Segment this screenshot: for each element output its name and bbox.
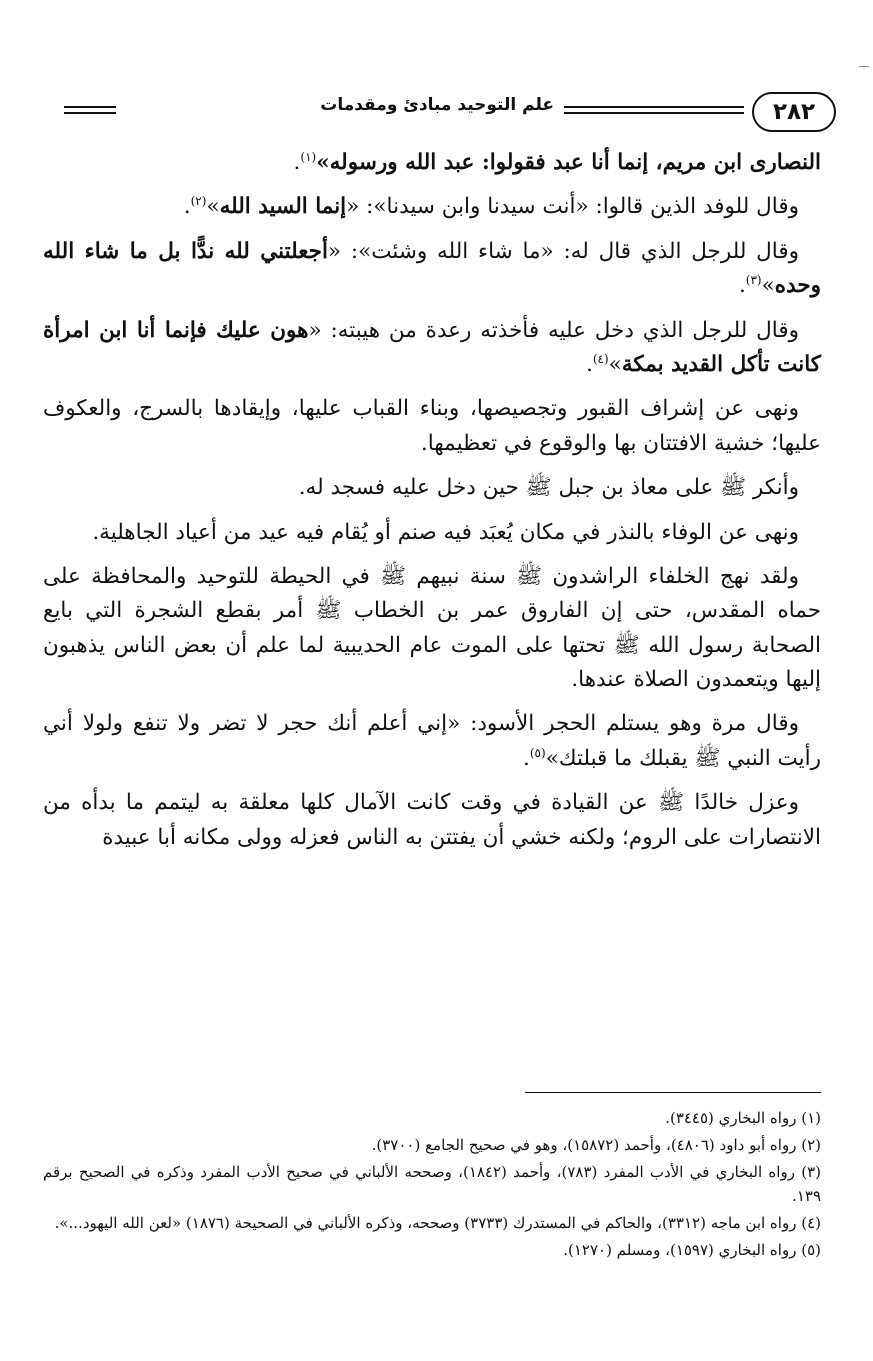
margin-mark — [859, 66, 869, 67]
body-paragraph: النصارى ابن مريم، إنما أنا عبد فقولوا: عبد الله ورسوله»$^{(١)}$. — [293, 149, 821, 175]
footnote-text: رواه البخاري (١٥٩٧)، ومسلم (١٢٧٠). — [563, 1240, 802, 1259]
header-rule-right — [564, 106, 744, 114]
footnote — [43, 1133, 821, 1158]
body-paragraph: وقال مرة وهو يستلم الحجر الأسود: «إني أعلم أنك حجر لا تضر ولا تنفع ولولا أني رأيت النبي ﷺ يقبلك ما قبلتك»$^{(٥)}$. — [43, 711, 821, 771]
footnote-text: رواه البخاري (٣٤٤٥). — [665, 1109, 802, 1127]
body-paragraph: ونهى عن إشراف القبور وتجصيصها، وبناء القباب عليها، وإيقادها بالسرج، والعكوف عليها؛ خشية الافتتان بها والوقوع في تعظيمها. — [43, 396, 821, 456]
footnote — [43, 1160, 821, 1210]
body-paragraph: ونهى عن الوفاء بالنذر في مكان يُعبَد فيه صنم أو يُقام فيه عيد من أعياد الجاهلية. — [92, 519, 799, 545]
body-paragraph: وعزل خالدًا ﷺ عن القيادة في وقت كانت الآمال كلها معلقة به ليتمم ما بدأه من الانتصارات على الروم؛ ولكنه خشي أن يفتتن به الناس فعزله وولى مكانه أبا عبيدة — [43, 790, 821, 850]
header-rule-left — [64, 106, 116, 114]
footnote-number: (٢) — [801, 1135, 821, 1154]
footnote-number: (٤) — [801, 1214, 821, 1232]
header-title: علم التوحيد مبادئ ومقدمات — [320, 95, 554, 115]
footnotes — [43, 1106, 821, 1265]
footnote-text: رواه ابن ماجه (٣٣١٢)، والحاكم في المستدرك (٣٧٣٣) وصححه، وذكره الألباني في الصحيحة (١٨٧٦) «لعن الله اليهود...». — [54, 1214, 802, 1232]
footnote-text: رواه البخاري في الأدب المفرد (٧٨٣)، وأحمد (١٨٤٢)، وصححه الألباني في صحيح الأدب المفرد وذكره في الصحيح برقم ١٣٩. — [43, 1162, 821, 1206]
footnote — [43, 1238, 821, 1263]
body-paragraph: وقال للرجل الذي دخل عليه فأخذته رعدة من هيبته: «هون عليك فإنما أنا ابن امرأة كانت تأكل القديد بمكة»$^{(٤)}$. — [43, 317, 821, 377]
running-header — [50, 92, 836, 138]
footnote-separator — [525, 1092, 821, 1093]
page-number: ٢٨٢ — [772, 99, 816, 125]
footnote — [43, 1211, 821, 1236]
main-text — [43, 146, 821, 865]
footnote-number: (٥) — [801, 1240, 821, 1259]
footnote — [43, 1106, 821, 1131]
body-paragraph: ولقد نهج الخلفاء الراشدون ﷺ سنة نبيهم ﷺ في الحيطة للتوحيد والمحافظة على حماه المقدس، حتى إن الفاروق عمر بن الخطاب ﷺ أمر بقطع الشجرة التي بايع الصحابة رسول الله ﷺ تحتها على الموت عام الحديبية لما علم أن بعض الناس يذهبون إليها ويتعمدون الصلاة عندها. — [43, 563, 821, 693]
body-paragraph: وقال للرجل الذي قال له: «ما شاء الله وشئت»: «أجعلتني لله ندًّا بل ما شاء الله وحده»$^{(٣)}$. — [43, 238, 821, 299]
footnote-number: (٣) — [801, 1162, 821, 1181]
body-paragraph: وقال للوفد الذين قالوا: «أنت سيدنا وابن سيدنا»: «إنما السيد الله»$^{(٢)}$. — [183, 194, 799, 220]
footnote-number: (١) — [801, 1109, 821, 1127]
body-paragraph: وأنكر ﷺ على معاذ بن جبل ﷺ حين دخل عليه فسجد له. — [298, 475, 799, 501]
footnote-text: رواه أبو داود (٤٨٠٦)، وأحمد (١٥٨٧٢)، وهو في صحيح الجامع (٣٧٠٠). — [371, 1135, 802, 1154]
page-number-badge — [752, 92, 836, 132]
